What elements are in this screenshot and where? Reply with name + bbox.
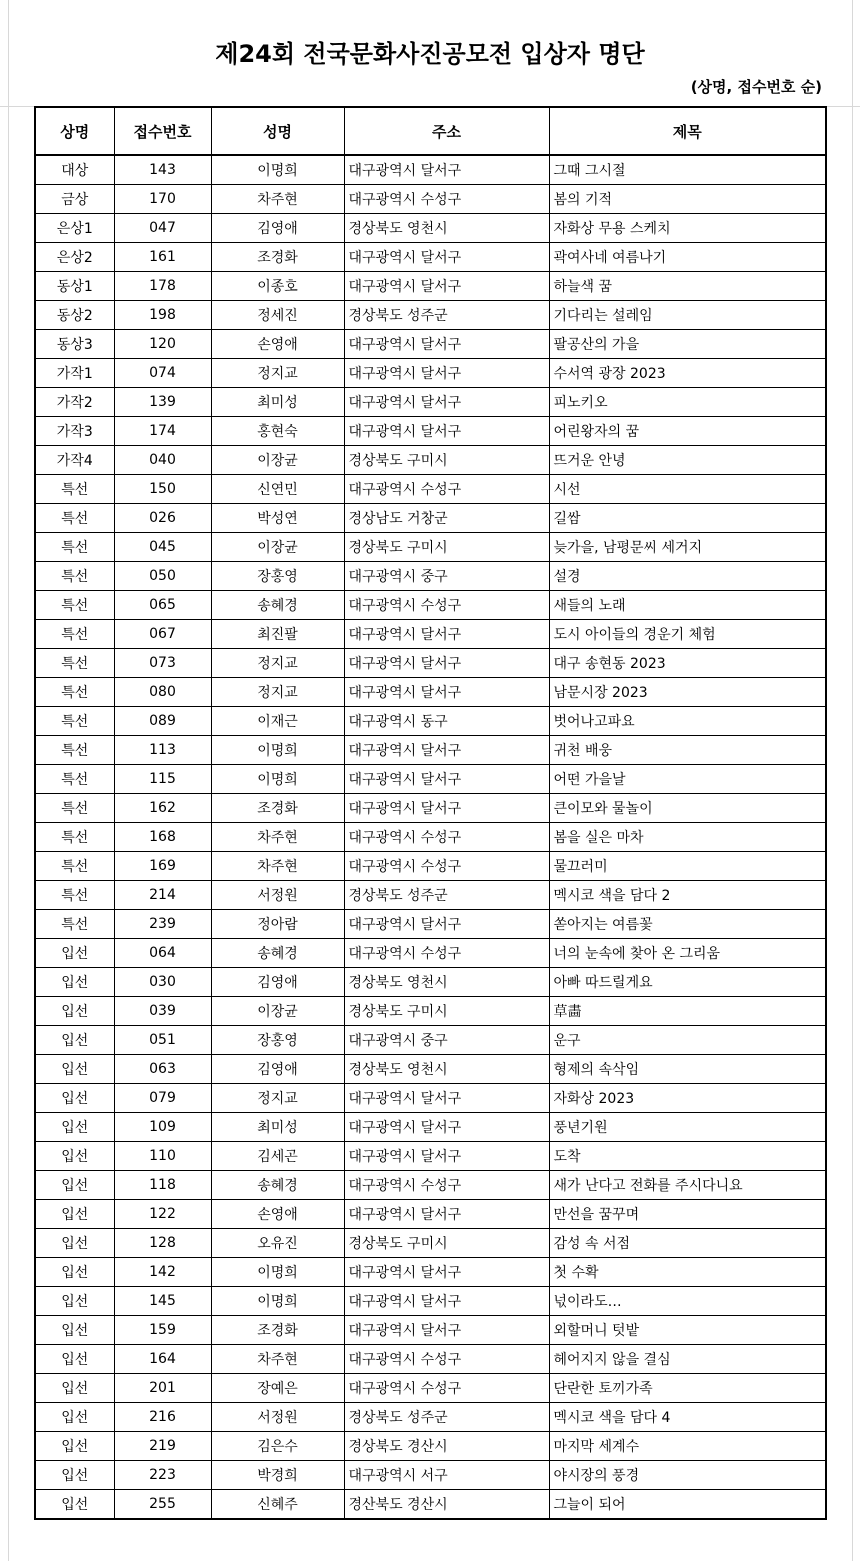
cell-award: 입선 <box>35 1258 114 1287</box>
cell-entry-number: 201 <box>114 1374 211 1403</box>
table-row <box>35 533 826 562</box>
cell-address: 대구광역시 달서구 <box>344 330 549 359</box>
cell-entry-number: 142 <box>114 1258 211 1287</box>
cell-entry-number: 113 <box>114 736 211 765</box>
cell-address: 경상북도 구미시 <box>344 1229 549 1258</box>
cell-address: 경상북도 경산시 <box>344 1432 549 1461</box>
cell-award: 입선 <box>35 1403 114 1432</box>
cell-name: 송혜경 <box>211 1171 344 1200</box>
cell-address: 대구광역시 서구 <box>344 1461 549 1490</box>
table-row <box>35 794 826 823</box>
cell-name: 정세진 <box>211 301 344 330</box>
cell-entry-number: 162 <box>114 794 211 823</box>
cell-entry-number: 159 <box>114 1316 211 1345</box>
cell-award: 입선 <box>35 1287 114 1316</box>
cell-photo-title: 草畵 <box>549 997 826 1026</box>
cell-name: 이종호 <box>211 272 344 301</box>
cell-award: 가작3 <box>35 417 114 446</box>
cell-address: 대구광역시 달서구 <box>344 243 549 272</box>
cell-entry-number: 219 <box>114 1432 211 1461</box>
cell-entry-number: 073 <box>114 649 211 678</box>
cell-name: 김세곤 <box>211 1142 344 1171</box>
table-row <box>35 446 826 475</box>
cell-award: 입선 <box>35 1171 114 1200</box>
table-row <box>35 504 826 533</box>
header-row <box>35 107 826 155</box>
cell-award: 입선 <box>35 1229 114 1258</box>
cell-award: 가작2 <box>35 388 114 417</box>
cell-award: 특선 <box>35 823 114 852</box>
table-row <box>35 1258 826 1287</box>
cell-photo-title: 팔공산의 가을 <box>549 330 826 359</box>
cell-entry-number: 064 <box>114 939 211 968</box>
cell-address: 대구광역시 달서구 <box>344 1287 549 1316</box>
cell-entry-number: 067 <box>114 620 211 649</box>
table-row <box>35 1403 826 1432</box>
table-row <box>35 1287 826 1316</box>
table-row <box>35 1200 826 1229</box>
cell-name: 김영애 <box>211 1055 344 1084</box>
cell-entry-number: 150 <box>114 475 211 504</box>
cell-address: 대구광역시 수성구 <box>344 475 549 504</box>
cell-address: 경상북도 성주군 <box>344 1403 549 1432</box>
cell-photo-title: 수서역 광장 2023 <box>549 359 826 388</box>
cell-address: 경상북도 영천시 <box>344 968 549 997</box>
cell-address: 대구광역시 중구 <box>344 1026 549 1055</box>
cell-photo-title: 외할머니 텃밭 <box>549 1316 826 1345</box>
cell-photo-title: 그때 그시절 <box>549 155 826 185</box>
table-row <box>35 823 826 852</box>
cell-award: 대상 <box>35 155 114 185</box>
cell-name: 최진팔 <box>211 620 344 649</box>
cell-photo-title: 도착 <box>549 1142 826 1171</box>
cell-photo-title: 시선 <box>549 475 826 504</box>
cell-name: 조경화 <box>211 1316 344 1345</box>
table-row <box>35 1171 826 1200</box>
cell-award: 특선 <box>35 765 114 794</box>
cell-name: 김영애 <box>211 968 344 997</box>
table-row <box>35 939 826 968</box>
cell-entry-number: 169 <box>114 852 211 881</box>
cell-address: 대구광역시 수성구 <box>344 591 549 620</box>
cell-address: 경산북도 경산시 <box>344 1490 549 1520</box>
cell-award: 특선 <box>35 852 114 881</box>
cell-photo-title: 첫 수확 <box>549 1258 826 1287</box>
cell-address: 대구광역시 달서구 <box>344 1142 549 1171</box>
cell-name: 이명희 <box>211 155 344 185</box>
cell-name: 송혜경 <box>211 939 344 968</box>
header-entry-number: 접수번호 <box>114 107 211 155</box>
cell-photo-title: 귀천 배웅 <box>549 736 826 765</box>
cell-address: 대구광역시 달서구 <box>344 1316 549 1345</box>
cell-name: 이명희 <box>211 1287 344 1316</box>
cell-entry-number: 110 <box>114 1142 211 1171</box>
header-award: 상명 <box>35 107 114 155</box>
cell-entry-number: 026 <box>114 504 211 533</box>
table-row <box>35 1461 826 1490</box>
cell-photo-title: 자화상 무용 스케치 <box>549 214 826 243</box>
cell-name: 이명희 <box>211 736 344 765</box>
table-row <box>35 1142 826 1171</box>
cell-name: 서정원 <box>211 881 344 910</box>
cell-photo-title: 새가 난다고 전화를 주시다니요 <box>549 1171 826 1200</box>
cell-award: 특선 <box>35 794 114 823</box>
table-row <box>35 649 826 678</box>
cell-award: 금상 <box>35 185 114 214</box>
page-frame-right <box>852 0 853 1561</box>
cell-name: 이명희 <box>211 765 344 794</box>
cell-entry-number: 178 <box>114 272 211 301</box>
cell-entry-number: 239 <box>114 910 211 939</box>
cell-photo-title: 설경 <box>549 562 826 591</box>
cell-name: 차주현 <box>211 185 344 214</box>
cell-address: 대구광역시 중구 <box>344 562 549 591</box>
cell-entry-number: 080 <box>114 678 211 707</box>
cell-name: 서정원 <box>211 1403 344 1432</box>
cell-address: 대구광역시 달서구 <box>344 1084 549 1113</box>
cell-photo-title: 어떤 가을날 <box>549 765 826 794</box>
cell-entry-number: 216 <box>114 1403 211 1432</box>
cell-award: 특선 <box>35 533 114 562</box>
cell-name: 이장균 <box>211 533 344 562</box>
cell-photo-title: 남문시장 2023 <box>549 678 826 707</box>
cell-photo-title: 벗어나고파요 <box>549 707 826 736</box>
cell-entry-number: 115 <box>114 765 211 794</box>
cell-address: 대구광역시 수성구 <box>344 823 549 852</box>
sort-note: (상명, 접수번호 순) <box>690 78 822 96</box>
table-row <box>35 1432 826 1461</box>
cell-award: 은상1 <box>35 214 114 243</box>
cell-name: 박경희 <box>211 1461 344 1490</box>
cell-photo-title: 풍년기원 <box>549 1113 826 1142</box>
cell-address: 대구광역시 달서구 <box>344 794 549 823</box>
cell-name: 최미성 <box>211 1113 344 1142</box>
cell-name: 박성연 <box>211 504 344 533</box>
cell-address: 대구광역시 달서구 <box>344 620 549 649</box>
table-row <box>35 301 826 330</box>
cell-award: 입선 <box>35 1142 114 1171</box>
cell-address: 대구광역시 수성구 <box>344 1171 549 1200</box>
cell-award: 입선 <box>35 1200 114 1229</box>
cell-photo-title: 야시장의 풍경 <box>549 1461 826 1490</box>
cell-entry-number: 039 <box>114 997 211 1026</box>
header-photo-title: 제목 <box>549 107 826 155</box>
cell-address: 경상북도 영천시 <box>344 1055 549 1084</box>
table-row <box>35 1055 826 1084</box>
cell-entry-number: 170 <box>114 185 211 214</box>
cell-photo-title: 마지막 세계수 <box>549 1432 826 1461</box>
table-row <box>35 1026 826 1055</box>
table-row <box>35 330 826 359</box>
table-row <box>35 765 826 794</box>
cell-award: 특선 <box>35 910 114 939</box>
cell-entry-number: 109 <box>114 1113 211 1142</box>
cell-photo-title: 멕시코 색을 담다 2 <box>549 881 826 910</box>
table-row <box>35 591 826 620</box>
cell-name: 조경화 <box>211 794 344 823</box>
cell-entry-number: 079 <box>114 1084 211 1113</box>
cell-photo-title: 큰이모와 물놀이 <box>549 794 826 823</box>
cell-name: 송혜경 <box>211 591 344 620</box>
cell-address: 대구광역시 달서구 <box>344 649 549 678</box>
table-row <box>35 155 826 185</box>
table-row <box>35 678 826 707</box>
cell-name: 정지교 <box>211 1084 344 1113</box>
cell-name: 최미성 <box>211 388 344 417</box>
cell-award: 입선 <box>35 968 114 997</box>
cell-name: 정지교 <box>211 649 344 678</box>
table-row <box>35 359 826 388</box>
cell-entry-number: 050 <box>114 562 211 591</box>
cell-name: 조경화 <box>211 243 344 272</box>
header-name: 성명 <box>211 107 344 155</box>
cell-address: 대구광역시 달서구 <box>344 155 549 185</box>
table-row <box>35 1345 826 1374</box>
cell-name: 김영애 <box>211 214 344 243</box>
cell-entry-number: 198 <box>114 301 211 330</box>
cell-photo-title: 봄의 기적 <box>549 185 826 214</box>
cell-address: 경상남도 거창군 <box>344 504 549 533</box>
cell-name: 손영애 <box>211 330 344 359</box>
cell-award: 은상2 <box>35 243 114 272</box>
cell-award: 입선 <box>35 1345 114 1374</box>
cell-name: 신연민 <box>211 475 344 504</box>
cell-award: 입선 <box>35 1026 114 1055</box>
cell-award: 입선 <box>35 1113 114 1142</box>
cell-address: 대구광역시 달서구 <box>344 678 549 707</box>
table-body <box>35 155 826 1519</box>
cell-name: 장홍영 <box>211 562 344 591</box>
cell-award: 입선 <box>35 1461 114 1490</box>
table-row <box>35 388 826 417</box>
cell-name: 이장균 <box>211 446 344 475</box>
cell-entry-number: 128 <box>114 1229 211 1258</box>
cell-award: 특선 <box>35 678 114 707</box>
cell-photo-title: 운구 <box>549 1026 826 1055</box>
page-title: 제24회 전국문화사진공모전 입상자 명단 <box>215 40 645 68</box>
table-row <box>35 620 826 649</box>
cell-entry-number: 255 <box>114 1490 211 1520</box>
table-row <box>35 1084 826 1113</box>
table-row <box>35 707 826 736</box>
cell-address: 대구광역시 달서구 <box>344 1258 549 1287</box>
cell-address: 대구광역시 달서구 <box>344 765 549 794</box>
cell-photo-title: 뜨거운 안녕 <box>549 446 826 475</box>
cell-address: 대구광역시 달서구 <box>344 1200 549 1229</box>
cell-award: 특선 <box>35 736 114 765</box>
cell-name: 차주현 <box>211 852 344 881</box>
cell-entry-number: 063 <box>114 1055 211 1084</box>
cell-award: 입선 <box>35 1374 114 1403</box>
cell-award: 입선 <box>35 1055 114 1084</box>
cell-address: 대구광역시 수성구 <box>344 1345 549 1374</box>
page-frame-left <box>8 0 9 1561</box>
cell-photo-title: 피노키오 <box>549 388 826 417</box>
table-row <box>35 852 826 881</box>
cell-entry-number: 223 <box>114 1461 211 1490</box>
cell-photo-title: 멕시코 색을 담다 4 <box>549 1403 826 1432</box>
cell-award: 입선 <box>35 1432 114 1461</box>
cell-photo-title: 형제의 속삭임 <box>549 1055 826 1084</box>
cell-name: 정지교 <box>211 678 344 707</box>
cell-name: 손영애 <box>211 1200 344 1229</box>
table-row <box>35 417 826 446</box>
cell-name: 김은수 <box>211 1432 344 1461</box>
cell-photo-title: 도시 아이들의 경운기 체험 <box>549 620 826 649</box>
cell-photo-title: 새들의 노래 <box>549 591 826 620</box>
cell-entry-number: 051 <box>114 1026 211 1055</box>
cell-name: 장홍영 <box>211 1026 344 1055</box>
winners-table <box>34 106 827 1520</box>
table-row <box>35 1490 826 1520</box>
cell-name: 차주현 <box>211 823 344 852</box>
table-row <box>35 881 826 910</box>
cell-award: 특선 <box>35 620 114 649</box>
cell-entry-number: 074 <box>114 359 211 388</box>
cell-name: 오유진 <box>211 1229 344 1258</box>
cell-photo-title: 늦가을, 남평문씨 세거지 <box>549 533 826 562</box>
cell-photo-title: 헤어지지 않을 결심 <box>549 1345 826 1374</box>
cell-address: 대구광역시 달서구 <box>344 417 549 446</box>
cell-award: 입선 <box>35 1084 114 1113</box>
cell-award: 특선 <box>35 475 114 504</box>
cell-photo-title: 아빠 따드릴게요 <box>549 968 826 997</box>
cell-name: 신혜주 <box>211 1490 344 1520</box>
cell-entry-number: 122 <box>114 1200 211 1229</box>
cell-photo-title: 대구 송현동 2023 <box>549 649 826 678</box>
cell-address: 대구광역시 달서구 <box>344 1113 549 1142</box>
cell-name: 정아람 <box>211 910 344 939</box>
cell-address: 대구광역시 달서구 <box>344 910 549 939</box>
cell-entry-number: 047 <box>114 214 211 243</box>
table-row <box>35 1316 826 1345</box>
cell-entry-number: 145 <box>114 1287 211 1316</box>
table-row <box>35 475 826 504</box>
cell-entry-number: 174 <box>114 417 211 446</box>
cell-photo-title: 넋이라도… <box>549 1287 826 1316</box>
cell-name: 정지교 <box>211 359 344 388</box>
cell-name: 차주현 <box>211 1345 344 1374</box>
cell-address: 경상북도 성주군 <box>344 301 549 330</box>
cell-photo-title: 곽여사네 여름나기 <box>549 243 826 272</box>
cell-photo-title: 만선을 꿈꾸며 <box>549 1200 826 1229</box>
cell-photo-title: 감성 속 서점 <box>549 1229 826 1258</box>
table-row <box>35 1374 826 1403</box>
cell-entry-number: 168 <box>114 823 211 852</box>
cell-photo-title: 어린왕자의 꿈 <box>549 417 826 446</box>
cell-award: 입선 <box>35 1490 114 1520</box>
table-row <box>35 736 826 765</box>
table-row <box>35 1113 826 1142</box>
cell-address: 대구광역시 동구 <box>344 707 549 736</box>
cell-entry-number: 089 <box>114 707 211 736</box>
cell-award: 입선 <box>35 939 114 968</box>
cell-entry-number: 030 <box>114 968 211 997</box>
cell-award: 입선 <box>35 1316 114 1345</box>
table-row <box>35 910 826 939</box>
cell-address: 대구광역시 수성구 <box>344 185 549 214</box>
cell-entry-number: 139 <box>114 388 211 417</box>
cell-address: 대구광역시 수성구 <box>344 852 549 881</box>
cell-award: 특선 <box>35 504 114 533</box>
cell-award: 동상3 <box>35 330 114 359</box>
cell-entry-number: 065 <box>114 591 211 620</box>
cell-photo-title: 하늘색 꿈 <box>549 272 826 301</box>
cell-award: 동상1 <box>35 272 114 301</box>
cell-entry-number: 143 <box>114 155 211 185</box>
table-row <box>35 997 826 1026</box>
cell-name: 이재근 <box>211 707 344 736</box>
cell-award: 특선 <box>35 707 114 736</box>
cell-name: 이장균 <box>211 997 344 1026</box>
header-address: 주소 <box>344 107 549 155</box>
cell-photo-title: 물끄러미 <box>549 852 826 881</box>
cell-name: 이명희 <box>211 1258 344 1287</box>
cell-award: 특선 <box>35 591 114 620</box>
cell-photo-title: 기다리는 설레임 <box>549 301 826 330</box>
table-row <box>35 185 826 214</box>
cell-award: 가작4 <box>35 446 114 475</box>
cell-address: 경상북도 구미시 <box>344 446 549 475</box>
cell-award: 가작1 <box>35 359 114 388</box>
cell-photo-title: 단란한 토끼가족 <box>549 1374 826 1403</box>
cell-address: 대구광역시 수성구 <box>344 1374 549 1403</box>
cell-address: 경상북도 영천시 <box>344 214 549 243</box>
table-row <box>35 562 826 591</box>
cell-entry-number: 214 <box>114 881 211 910</box>
cell-award: 특선 <box>35 649 114 678</box>
cell-address: 대구광역시 달서구 <box>344 359 549 388</box>
cell-award: 입선 <box>35 997 114 1026</box>
cell-address: 경상북도 구미시 <box>344 533 549 562</box>
table-row <box>35 243 826 272</box>
cell-photo-title: 그늘이 되어 <box>549 1490 826 1520</box>
cell-photo-title: 봄을 실은 마차 <box>549 823 826 852</box>
table-row <box>35 214 826 243</box>
cell-entry-number: 120 <box>114 330 211 359</box>
cell-entry-number: 040 <box>114 446 211 475</box>
cell-address: 대구광역시 달서구 <box>344 736 549 765</box>
cell-address: 경상북도 성주군 <box>344 881 549 910</box>
cell-award: 특선 <box>35 562 114 591</box>
cell-photo-title: 길쌈 <box>549 504 826 533</box>
cell-award: 특선 <box>35 881 114 910</box>
cell-award: 동상2 <box>35 301 114 330</box>
cell-name: 장예은 <box>211 1374 344 1403</box>
table-row <box>35 1229 826 1258</box>
table-row <box>35 272 826 301</box>
cell-entry-number: 045 <box>114 533 211 562</box>
cell-photo-title: 자화상 2023 <box>549 1084 826 1113</box>
cell-address: 경상북도 구미시 <box>344 997 549 1026</box>
cell-address: 대구광역시 수성구 <box>344 939 549 968</box>
table-row <box>35 968 826 997</box>
cell-entry-number: 161 <box>114 243 211 272</box>
cell-address: 대구광역시 달서구 <box>344 272 549 301</box>
cell-entry-number: 164 <box>114 1345 211 1374</box>
cell-address: 대구광역시 달서구 <box>344 388 549 417</box>
cell-entry-number: 118 <box>114 1171 211 1200</box>
cell-photo-title: 쏟아지는 여름꽃 <box>549 910 826 939</box>
cell-photo-title: 너의 눈속에 찾아 온 그리움 <box>549 939 826 968</box>
cell-name: 홍현숙 <box>211 417 344 446</box>
